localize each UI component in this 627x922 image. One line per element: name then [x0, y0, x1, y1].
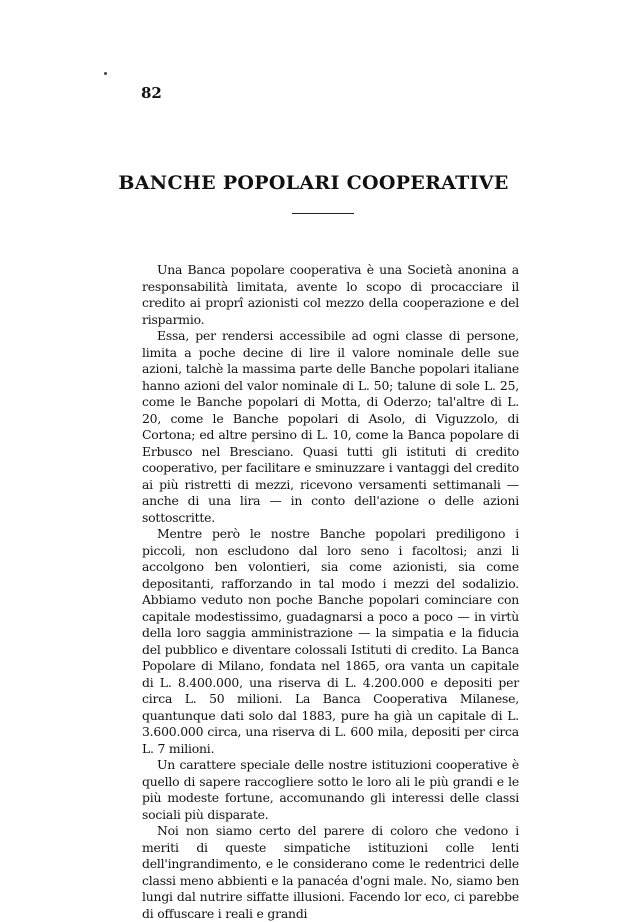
- page-title: BANCHE POPOLARI COOPERATIVE: [118, 172, 509, 194]
- body-text: [142, 262, 519, 922]
- paragraph-2: Essa, per rendersi accessibile ad ogni classe di persone, limita a poche decine di lire il valore nominale delle sue azioni, talchè la massima parte delle Banche popolari italiane hanno azioni del valor nominale di L. 50; talune di sole L. 25, come le Banche popolari di Motta, di Oderzo; tal'altre di L. 20, come le Banche popolari di Asolo, di Viguzzolo, di Cortona; ed altre persino di L. 10, come la Banca popolare di Erbusco nel Bresciano. Quasi tutti gli istituti di credito cooperativo, per facilitare e sminuzzare i vantaggi del credito ai più ristretti di mezzi, ricevono versamenti settimanali — anche di una lira — in conto dell'azione o delle azioni sottoscritte.: [142, 328, 519, 525]
- paragraph-5: Noi non siamo certo del parere di coloro che vedono i meriti di queste simpatiche istituzioni colle lenti dell'ingrandimento, e le considerano come le redentrici delle classi meno abbienti e la panacéa d'ogni male. No, siamo ben lungi dal nutrire siffatte illusioni. Facendo lor eco, ci parebbe di offuscare i reali e grandi: [142, 823, 519, 921]
- paragraph-3: Mentre però le nostre Banche popolari prediligono i piccoli, non escludono dal loro seno i facoltosi; anzi li accolgono ben volontieri, sia come azionisti, sia come depositanti, rafforzando in tal modo i mezzi del sodalizio. Abbiamo veduto non poche Banche popolari cominciare con capitale modestissimo, guadagnarsi a poco a poco — in virtù della loro saggia amministrazione — la simpatia e la fiducia del pubblico e diventare colossali Istituti di credito. La Banca Popolare di Milano, fondata nel 1865, ora vanta un capitale di L. 8.400.000, una riserva di L. 4.200.000 e depositi per circa L. 50 milioni. La Banca Cooperativa Milanese, quantunque dati solo dal 1883, pure ha già un capitale di L. 3.600.000 circa, una riserva di L. 600 mila, depositi per circa L. 7 milioni.: [142, 526, 519, 756]
- paragraph-4: Un carattere speciale delle nostre istituzioni cooperative è quello di sapere raccogliere sotto le loro ali le più grandi e le più modeste fortune, accomunando gli interessi delle classi sociali più disparate.: [142, 757, 519, 822]
- page-number: 82: [141, 84, 162, 102]
- ink-speck: [104, 72, 107, 75]
- title-divider: [292, 213, 354, 214]
- paragraph-1: Una Banca popolare cooperativa è una Società anonina a responsabilità limitata, avente lo scopo di procacciare il credito ai proprî azionisti col mezzo della cooperazione e del risparmio.: [142, 262, 519, 327]
